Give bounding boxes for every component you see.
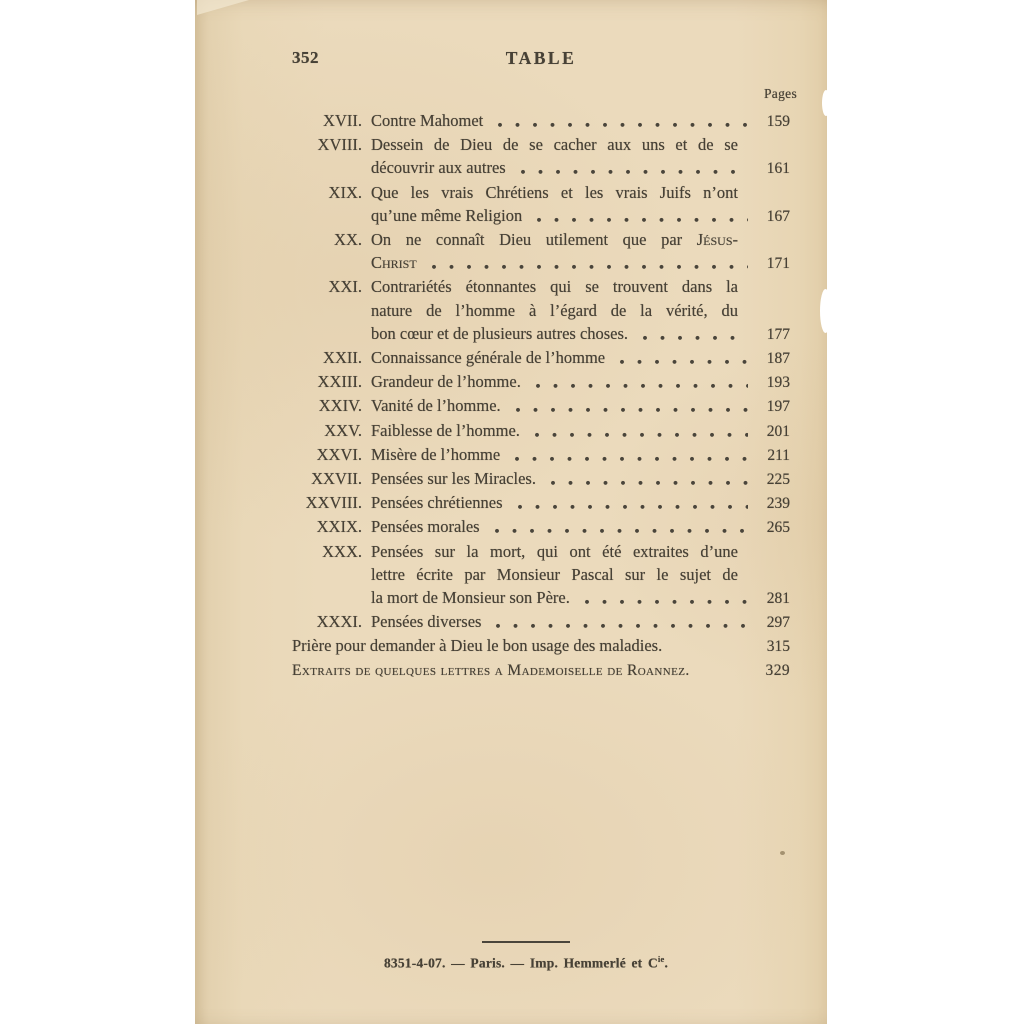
toc-entry-line xyxy=(292,370,790,394)
entry-body xyxy=(371,156,790,180)
leader-dots xyxy=(512,491,749,515)
entry-body xyxy=(371,109,790,133)
entry-body xyxy=(371,181,790,204)
toc-entry-line xyxy=(292,251,790,275)
entry-body xyxy=(371,251,790,275)
entry-line xyxy=(371,251,790,275)
toc-entry-line xyxy=(292,586,790,610)
entry-page-number: 159 xyxy=(766,113,790,130)
entry-line xyxy=(371,299,738,322)
entry-numeral: XXII. xyxy=(323,348,362,368)
entry-body xyxy=(371,467,790,491)
imprint-post: . xyxy=(664,955,669,971)
page-content xyxy=(292,0,797,1024)
entry-text xyxy=(371,251,417,274)
entry-text xyxy=(371,419,520,442)
page-header xyxy=(292,48,790,70)
entry-text-plain: Vanité de l’homme. xyxy=(371,396,501,416)
toc-entry-line xyxy=(292,204,790,228)
toc-entry-line xyxy=(292,156,790,180)
entry-body xyxy=(371,419,790,443)
entry-text xyxy=(371,515,480,538)
entry-page-number: 297 xyxy=(766,614,790,632)
entry-body xyxy=(371,133,790,156)
leader-dots xyxy=(529,419,748,443)
entry-numeral: XVIII. xyxy=(317,135,362,155)
entry-numeral: XXX. xyxy=(322,541,362,561)
entry-text-smallcaps: Jésus- xyxy=(696,230,738,250)
toc-entry-line xyxy=(292,181,790,204)
entry-text-smallcaps: Christ xyxy=(371,253,417,273)
entry-page-number: 265 xyxy=(766,519,790,537)
entry-page-number: 201 xyxy=(766,422,790,440)
toc-entry-line xyxy=(292,419,790,443)
entry-line xyxy=(371,133,738,156)
entry-page-number: 329 xyxy=(765,661,790,679)
leader-dots xyxy=(492,109,748,133)
leader-dots xyxy=(637,322,748,346)
leader-dots xyxy=(490,610,748,634)
entry-text xyxy=(371,491,503,514)
entry-text-plain: bon cœur et de plusieurs autres choses. xyxy=(371,323,629,343)
entry-numeral: XVII. xyxy=(323,111,362,130)
entry-page-number: 211 xyxy=(767,446,790,464)
entry-text xyxy=(371,370,521,393)
imprint-rule xyxy=(482,941,570,943)
entry-line xyxy=(371,419,790,443)
entry-text-plain: Pensées diverses xyxy=(371,612,482,632)
pages-column-label: Pages xyxy=(764,86,797,101)
entry-numeral: XXIX. xyxy=(316,517,362,537)
entry-body xyxy=(371,563,790,586)
entry-line xyxy=(371,204,790,228)
entry-text xyxy=(371,346,605,369)
toc-list xyxy=(292,109,790,682)
entry-text-plain: Misère de l’homme xyxy=(371,444,501,464)
entry-numeral xyxy=(278,322,362,346)
entry-text-plain: Faiblesse de l’homme. xyxy=(371,420,520,440)
leader-dots xyxy=(545,467,748,491)
toc-entry-line xyxy=(292,659,790,682)
entry-text-plain: Prière pour demander à Dieu le bon usage des maladies. xyxy=(292,636,663,656)
imprint-superscript: ie xyxy=(657,954,665,964)
folio-number: 352 xyxy=(292,48,319,67)
entry-text xyxy=(292,659,690,682)
entry-body xyxy=(371,394,790,418)
entry-page-number: 171 xyxy=(766,255,790,273)
entry-body xyxy=(371,275,790,298)
entry-line xyxy=(371,322,790,346)
entry-line xyxy=(371,370,790,394)
toc-entry-line xyxy=(292,563,790,586)
entry-page-number: 281 xyxy=(766,590,790,608)
entry-page-number: 225 xyxy=(766,471,790,489)
entry-page-number: 315 xyxy=(766,638,790,656)
toc-entry-line xyxy=(292,275,790,298)
entry-text xyxy=(371,322,628,345)
entry-page-number: 193 xyxy=(766,374,790,392)
toc-entry-line xyxy=(292,109,790,133)
toc-entry-line xyxy=(292,228,790,251)
toc-entry-line xyxy=(292,133,790,156)
entry-text-plain: Pensées sur la mort, qui ont été extraites d’une xyxy=(371,541,738,561)
entry-line xyxy=(371,156,790,180)
entry-numeral: XX. xyxy=(334,230,362,250)
entry-text-plain: nature de l’homme à l’égard de la vérité, du xyxy=(371,300,738,320)
entry-body xyxy=(371,322,790,346)
page-footer xyxy=(277,930,775,972)
toc-entry-line xyxy=(292,299,790,322)
entry-numeral xyxy=(278,563,362,586)
entry-text xyxy=(371,394,501,417)
entry-text-plain: Contrariétés étonnantes qui se trouvent dans la xyxy=(371,277,738,297)
entry-line xyxy=(371,610,790,634)
entry-line xyxy=(371,228,738,251)
entry-numeral: XXI. xyxy=(328,277,362,297)
entry-line xyxy=(371,443,790,467)
entry-numeral xyxy=(278,586,362,610)
entry-body xyxy=(292,634,790,658)
entry-body xyxy=(371,540,790,563)
entry-numeral: XXV. xyxy=(324,420,362,440)
entry-body xyxy=(371,228,790,251)
entry-numeral: XIX. xyxy=(328,182,362,202)
edge-nick xyxy=(820,289,831,333)
entry-numeral: XXVI. xyxy=(316,444,362,464)
toc-entry-line xyxy=(292,634,790,658)
toc-entry-line xyxy=(292,322,790,346)
entry-text xyxy=(371,586,570,609)
entry-text xyxy=(371,156,506,179)
entry-numeral: XXVIII. xyxy=(305,493,362,513)
entry-text xyxy=(371,467,536,490)
entry-text-plain: découvrir aux autres xyxy=(371,158,506,178)
entry-line xyxy=(371,467,790,491)
entry-line xyxy=(371,275,738,298)
leader-dots xyxy=(426,251,748,275)
toc-entry-line xyxy=(292,346,790,370)
leader-dots xyxy=(510,394,748,418)
entry-body xyxy=(371,346,790,370)
entry-line xyxy=(371,491,790,515)
toc-entry-line xyxy=(292,443,790,467)
entry-text-plain: Grandeur de l’homme. xyxy=(371,372,521,392)
entry-text xyxy=(371,443,500,466)
entry-body xyxy=(371,586,790,610)
entry-text xyxy=(292,634,662,657)
leader-dots xyxy=(515,156,748,180)
toc-entry-line xyxy=(292,540,790,563)
entry-line xyxy=(371,515,790,539)
entry-text-smallcaps: Extraits de quelques lettres a Mademoiselle de Roannez. xyxy=(292,661,690,679)
entry-text-plain: lettre écrite par Monsieur Pascal sur le sujet de xyxy=(371,564,738,584)
entry-text-plain: Dessein de Dieu de se cacher aux uns et de se xyxy=(371,135,738,155)
corner-fold xyxy=(197,0,249,15)
entry-numeral: XXVII. xyxy=(311,469,362,489)
entry-text-plain: Pensées chrétiennes xyxy=(371,493,503,513)
entry-body xyxy=(371,204,790,228)
entry-numeral: XXIV. xyxy=(318,396,362,416)
entry-line xyxy=(371,394,790,418)
entry-text xyxy=(371,109,483,132)
entry-text-plain: Connaissance générale de l’homme xyxy=(371,348,606,368)
entry-numeral xyxy=(278,204,362,228)
entry-numeral xyxy=(278,156,362,180)
imprint-text xyxy=(277,954,775,972)
entry-numeral: XXIII. xyxy=(317,372,362,392)
toc-entry-line xyxy=(292,491,790,515)
entry-line xyxy=(371,181,738,204)
leader-dots xyxy=(509,443,748,467)
entry-text-plain: qu’une même Religion xyxy=(371,205,523,225)
entry-text xyxy=(371,610,481,633)
entry-text-plain: Pensées morales xyxy=(371,517,480,537)
entry-line xyxy=(371,563,738,586)
entry-numeral: XXXI. xyxy=(316,612,362,632)
entry-page-number: 167 xyxy=(766,207,790,225)
leader-dots xyxy=(614,346,748,370)
entry-line xyxy=(292,634,790,658)
paper-sheet xyxy=(195,0,827,1024)
entry-body xyxy=(371,370,790,394)
toc-entry-line xyxy=(292,610,790,634)
leader-dots xyxy=(579,586,748,610)
toc-entry-line xyxy=(292,394,790,418)
entry-text xyxy=(371,204,522,227)
entry-numeral xyxy=(278,299,362,322)
leader-dots xyxy=(531,204,748,228)
entry-page-number: 161 xyxy=(766,160,790,178)
entry-body xyxy=(292,659,790,682)
entry-page-number: 239 xyxy=(766,495,790,513)
entry-text-plain: Pensées sur les Miracles. xyxy=(371,469,536,489)
toc-entry-line xyxy=(292,515,790,539)
edge-nick xyxy=(822,90,830,116)
entry-text-plain: Que les vrais Chrétiens et les vrais Juifs n’ont xyxy=(371,182,738,202)
entry-page-number: 187 xyxy=(766,350,790,368)
entry-line xyxy=(371,346,790,370)
leader-dots xyxy=(489,515,748,539)
imprint-pre: 8351-4-07. — Paris. — Imp. Hemmerlé et C xyxy=(383,955,658,971)
entry-body xyxy=(371,610,790,634)
toc-entry-line xyxy=(292,467,790,491)
entry-text-plain: Contre Mahomet xyxy=(371,111,484,130)
entry-body xyxy=(371,515,790,539)
entry-text-plain: On ne connaît Dieu utilement que par xyxy=(371,230,697,250)
entry-line xyxy=(371,109,790,133)
entry-line xyxy=(371,586,790,610)
page-title: TABLE xyxy=(505,48,577,68)
entry-page-number: 197 xyxy=(766,398,790,416)
entry-text-plain: la mort de Monsieur son Père. xyxy=(371,588,570,608)
entry-body xyxy=(371,443,790,467)
entry-page-number: 177 xyxy=(766,325,790,343)
entry-line xyxy=(292,659,790,682)
entry-numeral xyxy=(278,251,362,275)
entry-line xyxy=(371,540,738,563)
entry-body xyxy=(371,299,790,322)
entry-body xyxy=(371,491,790,515)
leader-dots xyxy=(530,370,748,394)
